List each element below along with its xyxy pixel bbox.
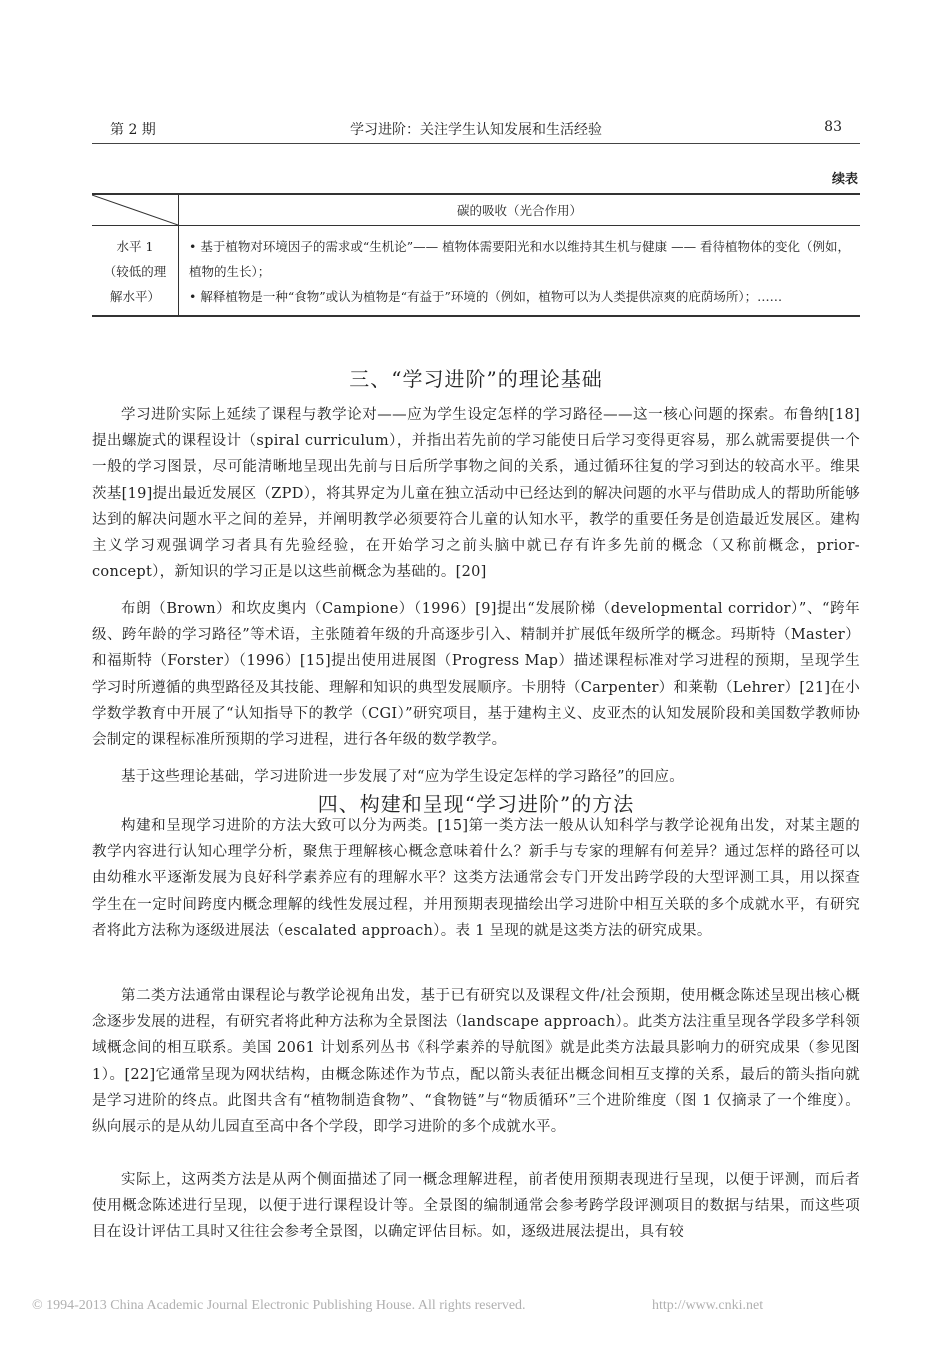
body-paragraph: 第二类方法通常由课程论与教学论视角出发，基于已有研究以及课程文件/社会预期，使用概念陈述呈现出核心概念逐步发展的进程，有研究者将此种方法称为全景图法（landscape approach）。此类方法注重呈现各学段多学科领域概念间的相互联系。美国 2061 计划系列丛书《科学素养的导航图》就是此类方法最具影响力的研究成果（参见图 1）。[22]它通常呈现为网状结构，由概念陈述作为节点，配以箭头表征出概念间相互支撑的关系，最后的箭头指向就是学习进阶的终点。此图共含有“植物制造食物”、“食物链”与“物质循环”三个进阶维度（图 1 仅摘录了一个维度）。纵向展示的是从幼儿园直至高中各个学段，即学习进阶的多个成就水平。 bbox=[92, 988, 860, 1136]
continued-table bbox=[92, 193, 860, 317]
body-paragraph: 基于这些理论基础，学习进阶进一步发展了对“应为学生设定怎样的学习路径”的回应。 bbox=[121, 769, 685, 785]
issue-number: 第 2 期 bbox=[110, 122, 156, 138]
table-header-row bbox=[92, 194, 860, 226]
table-item: • 基于植物对环境因子的需求或“生机论”—— 植物体需要阳光和水以维持其生机与健康 —— 看待植物体的变化（例如，植物的生长）； bbox=[189, 239, 851, 279]
section-heading: 四、构建和呈现“学习进阶”的方法 bbox=[317, 792, 635, 816]
running-title: 学习进阶：关注学生认知发展和生活经验 bbox=[350, 122, 602, 138]
page-header bbox=[92, 117, 860, 144]
table-row bbox=[92, 226, 860, 317]
level-description-cell bbox=[179, 226, 861, 317]
table-continued-label: 续表 bbox=[831, 172, 858, 187]
level-label-line: （较低的理 bbox=[103, 264, 167, 279]
footer-copyright: © 1994-2013 China Academic Journal Electronic Publishing House. All rights reserved. bbox=[32, 1298, 526, 1313]
body-paragraph: 布朗（Brown）和坎皮奥内（Campione）（1996）[9]提出“发展阶梯（developmental corridor）”、“跨年级、跨年龄的学习路径”等术语，主张随着年级的升高逐步引入、精制并扩展低年级所学的概念。玛斯特（Master）和福斯特（Forster）（1996）[15]提出使用进展图（Progress Map）描述课程标准对学习进程的预期，呈现学生学习时所遵循的典型路径及其技能、理解和知识的典型发展顺序。卡朋特（Carpenter）和莱勒（Lehrer）[21]在小学数学教育中开展了“认知指导下的教学（CGI）”研究项目，基于建构主义、皮亚杰的认知发展阶段和美国数学教师协会制定的课程标准所预期的学习进程，进行各年级的数学教学。 bbox=[92, 601, 860, 749]
diagonal-header-cell bbox=[92, 194, 179, 226]
level-cell bbox=[92, 226, 179, 317]
diagonal-line bbox=[92, 195, 178, 225]
body-paragraph: 实际上，这两类方法是从两个侧面描述了同一概念理解进程，前者使用预期表现进行呈现，以便于评测，而后者使用概念陈述进行呈现，以便于进行课程设计等。全景图的编制通常会参考跨学段评测项目的数据与结果，而这些项目在设计评估工具时又往往会参考全景图，以确定评估目标。如，逐级进展法提出，具有较 bbox=[92, 1172, 860, 1241]
table-item: • 解释植物是一种“食物”或认为植物是“有益于”环境的（例如，植物可以为人类提供凉爽的庇荫场所）；…… bbox=[189, 289, 783, 304]
footer-url: http://www.cnki.net bbox=[652, 1298, 764, 1313]
page-number: 83 bbox=[824, 119, 842, 135]
body-paragraph: 学习进阶实际上延续了课程与教学论对——应为学生设定怎样的学习路径——这一核心问题的探索。布鲁纳[18]提出螺旋式的课程设计（spiral curriculum），并指出若先前的学习能使日后学习变得更容易，那么就需要提供一个一般的学习图景，尽可能清晰地呈现出先前与日后所学事物之间的关系，通过循环往复的学习到达的较高水平。维果茨基[19]提出最近发展区（ZPD），将其界定为儿童在独立活动中已经达到的解决问题的水平与借助成人的帮助所能够达到的解决问题水平之间的差异，并阐明教学必须要符合儿童的认知水平，教学的重要任务是创造最近发展区。建构主义学习观强调学习者具有先验经验，在开始学习之前头脑中就已存有许多先前的概念（又称前概念，prior-concept），新知识的学习正是以这些前概念为基础的。[20] bbox=[92, 407, 860, 581]
column-title: 碳的吸收（光合作用） bbox=[179, 194, 861, 226]
section-heading: 三、“学习进阶”的理论基础 bbox=[349, 367, 603, 391]
level-label-line: 水平 1 bbox=[116, 239, 154, 254]
body-paragraph: 构建和呈现学习进阶的方法大致可以分为两类。[15]第一类方法一般从认知科学与教学论视角出发，对某主题的教学内容进行认知心理学分析，聚焦于理解核心概念意味着什么？新手与专家的理解有何差异？通过怎样的路径可以由幼稚水平逐渐发展为良好科学素养应有的理解水平？这类方法通常会专门开发出跨学段的大型评测工具，用以探查学生在一定时间跨度内概念理解的线性发展过程，并用预期表现描绘出学习进阶中相互关联的多个成就水平，有研究者将此方法称为逐级进展法（escalated approach）。表 1 呈现的就是这类方法的研究成果。 bbox=[92, 818, 860, 939]
level-label-line: 解水平） bbox=[109, 289, 160, 304]
